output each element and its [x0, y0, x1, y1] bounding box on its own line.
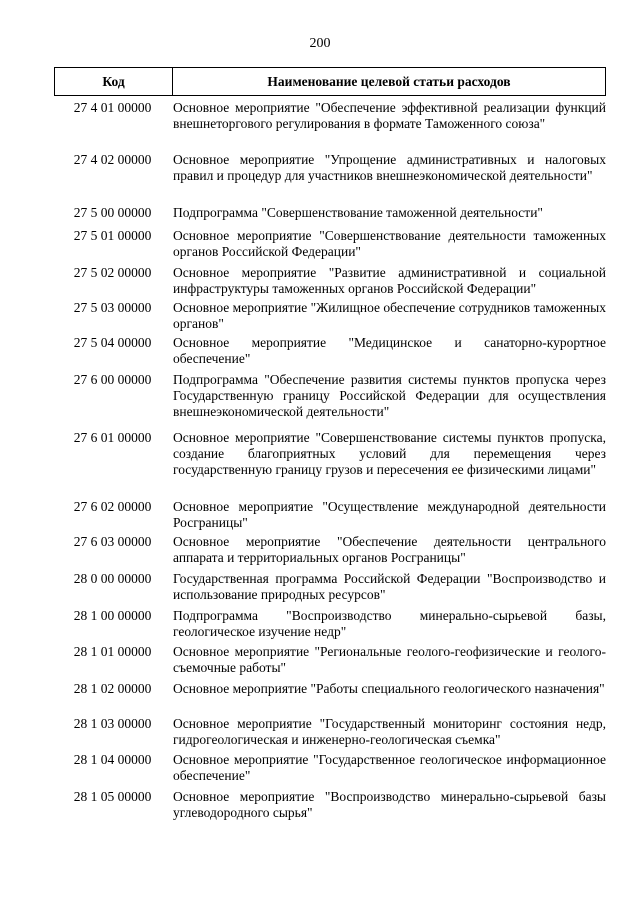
table-row: [54, 752, 606, 789]
budget-codes-table: [54, 67, 606, 825]
row-name: Основное мероприятие "Совершенствование системы пунктов пропуска, создание благоприятных условий для перемещения через государственную границу грузов и пересечения ее физическими лицами": [173, 430, 606, 477]
row-name: Подпрограмма "Воспроизводство минерально-сырьевой базы, геологическое изучение недр": [173, 608, 606, 639]
table-row: [54, 100, 606, 152]
table-row: [54, 716, 606, 752]
row-name: Подпрограмма "Обеспечение развития системы пунктов пропуска через Государственную границу Российской Федерации для осуществления внешнеэкономической деятельности": [173, 372, 606, 419]
row-code: 27 4 01 00000: [73, 100, 152, 115]
table-row: [54, 608, 606, 644]
table-row: [54, 534, 606, 571]
row-code: 28 1 04 00000: [73, 752, 152, 767]
row-name: Подпрограмма "Совершенствование таможенной деятельности": [173, 205, 543, 220]
table-row: [54, 152, 606, 205]
table-row: [54, 228, 606, 265]
row-code: 27 5 00 00000: [73, 205, 152, 220]
table-row: [54, 300, 606, 335]
row-code: 27 6 03 00000: [73, 534, 152, 549]
table-row: [54, 571, 606, 608]
row-name: Основное мероприятие "Упрощение административных и налоговых правил и процедур для участников внешнеэкономической деятельности": [173, 152, 606, 183]
row-code: 27 5 01 00000: [73, 228, 152, 243]
table-body: [54, 100, 606, 825]
row-code: 28 0 00 00000: [73, 571, 152, 586]
row-name: Государственная программа Российской Федерации "Воспроизводство и использование природных ресурсов": [173, 571, 606, 602]
row-code: 28 1 03 00000: [73, 716, 152, 731]
row-code: 28 1 02 00000: [73, 681, 152, 696]
row-name: Основное мероприятие "Совершенствование деятельности таможенных органов Российской Федерации": [173, 228, 606, 259]
row-name: Основное мероприятие "Обеспечение деятельности центрального аппарата и территориальных органов Росграницы": [173, 534, 606, 565]
row-code: 27 5 02 00000: [73, 265, 152, 280]
row-name: Основное мероприятие "Обеспечение эффективной реализации функций внешнеторгового регулирования в формате Таможенного союза": [173, 100, 606, 131]
table-row: [54, 644, 606, 681]
row-name: Основное мероприятие "Медицинское и санаторно-курортное обеспечение": [173, 335, 606, 366]
table-row: [54, 335, 606, 372]
row-code: 27 6 02 00000: [73, 499, 152, 514]
table-row: [54, 789, 606, 825]
row-name: Основное мероприятие "Жилищное обеспечение сотрудников таможенных органов": [173, 300, 606, 331]
row-name: Основное мероприятие "Государственное геологическое информационное обеспечение": [173, 752, 606, 783]
row-code: 27 4 02 00000: [73, 152, 152, 167]
row-name: Основное мероприятие "Работы специального геологического назначения": [173, 681, 605, 696]
table-row: [54, 372, 606, 430]
table-row: [54, 499, 606, 534]
row-name: Основное мероприятие "Воспроизводство минерально-сырьевой базы углеводородного сырья": [173, 789, 606, 820]
row-code: 27 6 00 00000: [73, 372, 152, 387]
row-name: Основное мероприятие "Развитие административной и социальной инфраструктуры таможенных органов Российской Федерации": [173, 265, 606, 296]
row-code: 27 5 03 00000: [73, 300, 152, 315]
row-code: 27 6 01 00000: [73, 430, 152, 445]
row-name: Основное мероприятие "Государственный мониторинг состояния недр, гидрогеологическая и инженерно-геологическая съемка": [173, 716, 606, 747]
header-code: Код: [55, 68, 173, 95]
table-row: [54, 681, 606, 716]
header-name: Наименование целевой статьи расходов: [267, 73, 511, 89]
table-row: [54, 205, 606, 228]
table-row: [54, 265, 606, 300]
row-code: 28 1 05 00000: [73, 789, 152, 804]
page-number: 200: [309, 36, 331, 51]
table-header: [54, 67, 606, 96]
table-row: [54, 430, 606, 499]
row-name: Основное мероприятие "Осуществление международной деятельности Росграницы": [173, 499, 606, 530]
row-code: 28 1 00 00000: [73, 608, 152, 623]
row-code: 27 5 04 00000: [73, 335, 152, 350]
row-code: 28 1 01 00000: [73, 644, 152, 659]
row-name: Основное мероприятие "Региональные геолого-геофизические и геолого-съемочные работы": [173, 644, 606, 675]
